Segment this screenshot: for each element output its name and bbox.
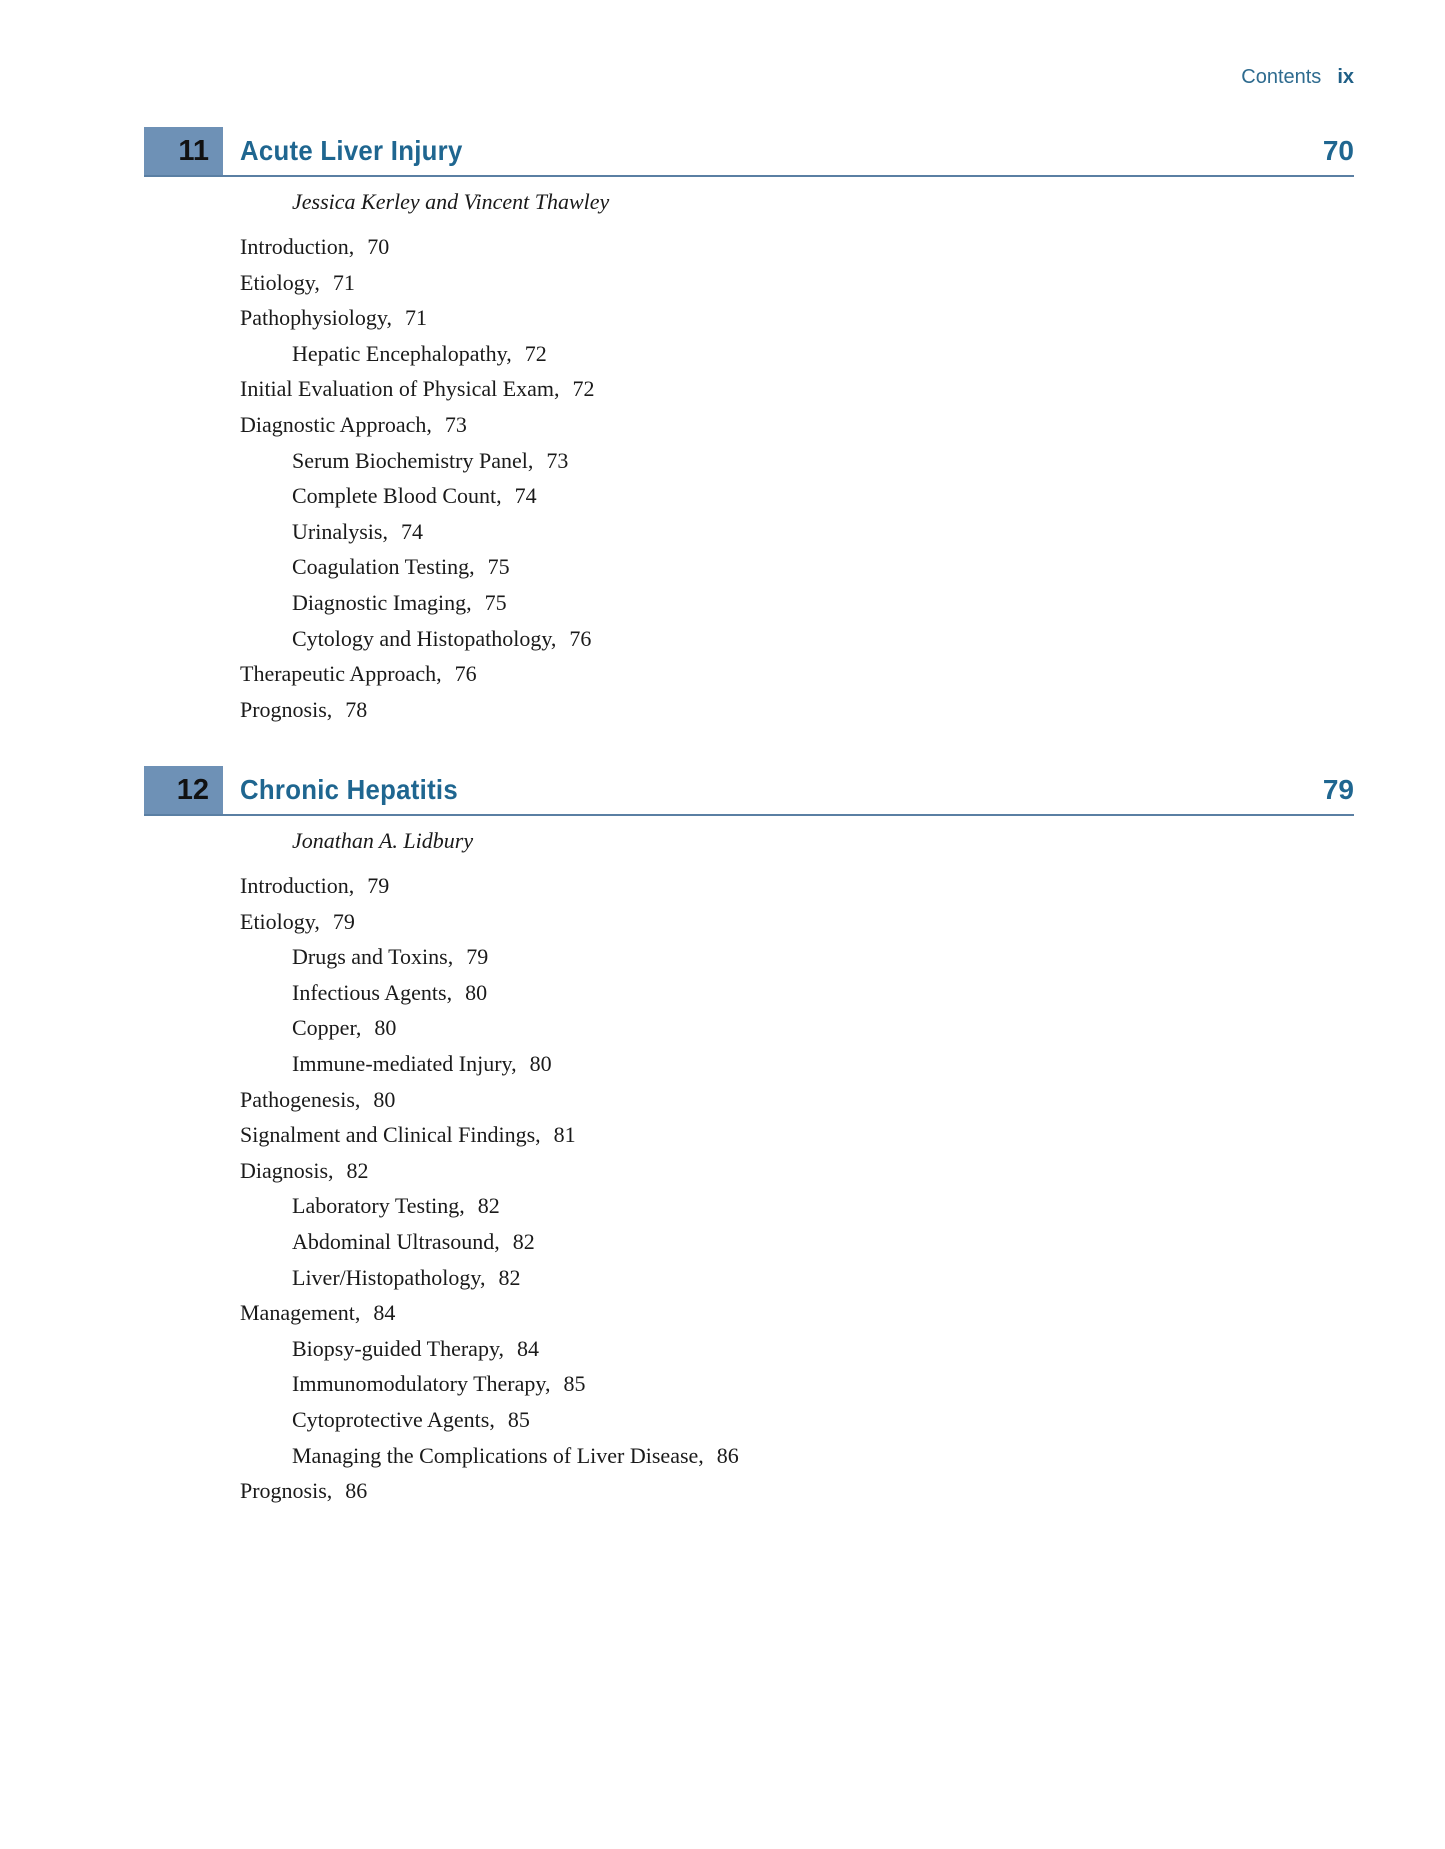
chapter-authors: Jonathan A. Lidbury: [292, 828, 474, 853]
toc-entry[interactable]: [240, 1473, 1354, 1509]
toc-entry-page: 81: [553, 1122, 576, 1148]
toc-entry-title: Pathophysiology,: [240, 305, 392, 331]
toc-entry-list: [144, 868, 1354, 1509]
toc-entry-page: 73: [444, 411, 467, 437]
toc-entry[interactable]: [292, 1188, 1354, 1224]
toc-entry-page: 79: [367, 873, 390, 898]
toc-entry-title: Immunomodulatory Therapy,: [292, 1371, 551, 1397]
toc-entry-title: Cytology and Histopathology,: [292, 625, 557, 651]
toc-entry-title: Diagnostic Imaging,: [292, 589, 472, 615]
toc-entry[interactable]: [292, 514, 1354, 550]
toc-entry-title: Abdominal Ultrasound,: [292, 1228, 500, 1254]
toc-entry-title: Immune-mediated Injury,: [292, 1050, 517, 1076]
toc-entry-page: 70: [367, 234, 390, 259]
toc-entry[interactable]: [292, 1046, 1354, 1082]
chapter-section: [144, 127, 1354, 727]
toc-entry-title: Prognosis,: [240, 696, 333, 722]
toc-entry[interactable]: [240, 904, 1354, 940]
toc-entry-page: 72: [572, 376, 595, 402]
toc-entry[interactable]: [240, 265, 1354, 301]
chapter-title[interactable]: Chronic Hepatitis: [240, 774, 458, 805]
toc-entry-page: 84: [517, 1335, 540, 1361]
toc-entry-page: 85: [563, 1371, 586, 1397]
chapter-page-number: 70: [1322, 135, 1354, 166]
toc-entry-title: Coagulation Testing,: [292, 554, 475, 580]
chapter-number: 11: [144, 127, 223, 175]
toc-entry-page: 85: [507, 1406, 530, 1432]
toc-entry[interactable]: [292, 975, 1354, 1011]
toc-entry-page: 86: [716, 1442, 739, 1468]
toc-entry-page: 71: [332, 269, 355, 295]
toc-entry-title: Management,: [240, 1300, 361, 1326]
chapter-section: [144, 766, 1354, 1509]
toc-entry-title: Infectious Agents,: [292, 979, 453, 1005]
toc-entry-title: Laboratory Testing,: [292, 1193, 465, 1219]
toc-entry[interactable]: [240, 868, 1354, 904]
toc-entry-title: Hepatic Encephalopathy,: [292, 340, 512, 366]
chapter-title[interactable]: Acute Liver Injury: [240, 135, 463, 166]
running-head-label: Contents: [1241, 66, 1322, 88]
toc-entry[interactable]: [240, 692, 1354, 728]
toc-entry[interactable]: [292, 549, 1354, 585]
page-number: ix: [1337, 66, 1354, 88]
chapter-number: 12: [144, 766, 223, 814]
toc-entry[interactable]: [240, 371, 1354, 407]
toc-entry-page: 74: [400, 518, 423, 544]
toc-entry-page: 84: [373, 1300, 396, 1326]
toc-entry-page: 75: [484, 589, 507, 615]
toc-entry-page: 80: [373, 1086, 396, 1112]
toc-entry-title: Complete Blood Count,: [292, 483, 502, 509]
toc-entry-page: 86: [345, 1478, 368, 1504]
toc-entry-title: Introduction,: [240, 873, 355, 898]
toc-entry[interactable]: [292, 1438, 1354, 1474]
toc-entry[interactable]: [240, 1153, 1354, 1189]
toc-entry-title: Pathogenesis,: [240, 1086, 361, 1112]
toc-entry[interactable]: [292, 1010, 1354, 1046]
toc-entry-page: 75: [487, 554, 510, 580]
toc-entry[interactable]: [292, 1366, 1354, 1402]
toc-entry[interactable]: [292, 443, 1354, 479]
chapter-header: [144, 766, 1354, 816]
toc-entry[interactable]: [240, 1295, 1354, 1331]
toc-entry-list: [144, 229, 1354, 727]
toc-entry-title: Diagnostic Approach,: [240, 411, 432, 437]
toc-entry[interactable]: [240, 1117, 1354, 1153]
toc-entry-page: 82: [498, 1264, 521, 1290]
toc-entry[interactable]: [292, 939, 1354, 975]
toc-entry[interactable]: [292, 585, 1354, 621]
toc-entry-page: 71: [404, 305, 427, 331]
toc-entry-title: Cytoprotective Agents,: [292, 1406, 495, 1432]
toc-entry-title: Etiology,: [240, 269, 320, 295]
toc-entry-title: Therapeutic Approach,: [240, 661, 442, 687]
running-head: [1241, 66, 1354, 89]
toc-entry[interactable]: [292, 336, 1354, 372]
toc-entry-title: Prognosis,: [240, 1478, 333, 1504]
toc-entry-page: 82: [346, 1157, 369, 1183]
toc-entry-title: Drugs and Toxins,: [292, 944, 454, 970]
toc-entry-page: 78: [345, 696, 368, 722]
toc-entry-page: 74: [514, 483, 537, 509]
toc-entry[interactable]: [292, 1224, 1354, 1260]
toc-entry-title: Signalment and Clinical Findings,: [240, 1122, 541, 1148]
toc-entry-title: Managing the Complications of Liver Disease,: [292, 1442, 704, 1468]
toc-entry-title: Initial Evaluation of Physical Exam,: [240, 376, 560, 402]
toc-entry-page: 76: [454, 661, 477, 687]
toc-entry-page: 73: [546, 447, 569, 473]
toc-entry[interactable]: [240, 229, 1354, 265]
toc-entry[interactable]: [240, 656, 1354, 692]
toc-entry[interactable]: [292, 1260, 1354, 1296]
toc-entry-page: 79: [466, 944, 489, 970]
toc-entry-page: 80: [465, 979, 488, 1005]
toc-entry-title: Biopsy-guided Therapy,: [292, 1335, 505, 1361]
toc-entry[interactable]: [240, 407, 1354, 443]
toc-entry-page: 76: [569, 625, 592, 651]
toc-entry[interactable]: [292, 478, 1354, 514]
chapter-authors: Jessica Kerley and Vincent Thawley: [292, 189, 610, 214]
toc-entry[interactable]: [292, 621, 1354, 657]
toc-entry-page: 82: [477, 1193, 500, 1219]
toc-entry-title: Copper,: [292, 1015, 362, 1041]
toc-entry-title: Introduction,: [240, 234, 355, 259]
toc-entry[interactable]: [240, 1082, 1354, 1118]
toc-entry-title: Urinalysis,: [292, 518, 388, 544]
toc-entry-page: 80: [529, 1050, 552, 1076]
toc-entry-page: 79: [332, 908, 355, 934]
toc-entry[interactable]: [292, 1402, 1354, 1438]
toc-entry-page: 82: [512, 1228, 535, 1254]
toc-entry-page: 72: [524, 340, 547, 366]
toc-entry[interactable]: [292, 1331, 1354, 1367]
toc-entry[interactable]: [240, 300, 1354, 336]
chapter-header: [144, 127, 1354, 177]
toc-entry-title: Etiology,: [240, 908, 320, 934]
toc-entry-title: Serum Biochemistry Panel,: [292, 447, 534, 473]
chapter-page-number: 79: [1322, 774, 1354, 805]
toc-entry-title: Liver/Histopathology,: [292, 1264, 486, 1290]
toc-entry-page: 80: [374, 1015, 397, 1041]
toc-entry-title: Diagnosis,: [240, 1157, 334, 1183]
